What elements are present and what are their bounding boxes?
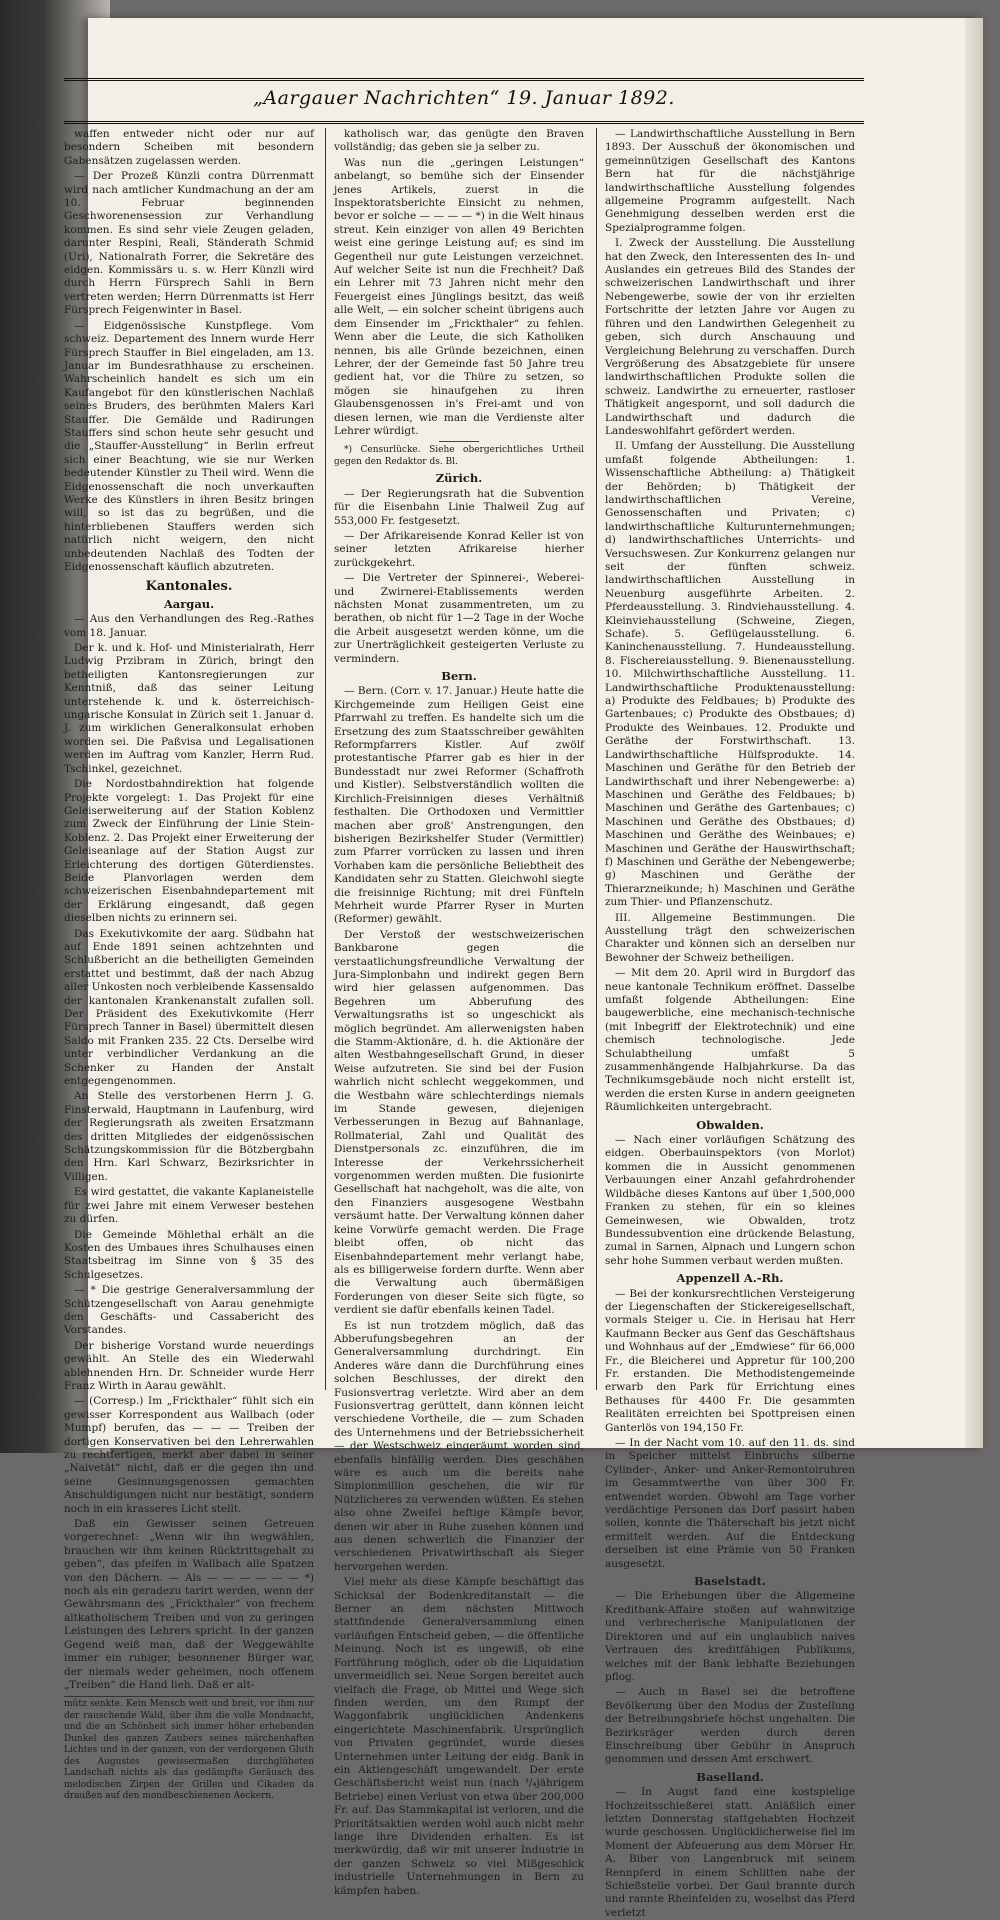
paragraph: Der k. und k. Hof- und Ministerialrath, Herr Ludwig Przibram in Zürich, bringt den betheiligten Kantonsregierungen zur Kenntniß, daß das seiner Leitung unterstehende k. und k. österreichisch-ungarische Konsulat in Zürich seit 1. Januar d. J. zum wirklichen Generalkonsulat erhoben worden sei. Die Paßvisa und Legalisationen werden im Auftrag vom Kanzler, Herrn Rud. Tschinkel, gezeichnet. bbox=[64, 642, 314, 775]
paragraph: III. Allgemeine Bestimmungen. Die Ausstellung trägt den schweizerischen Charakter und können sich an derselben nur Bewohner der Schweiz betheiligen. bbox=[605, 911, 855, 964]
paragraph: Der Verstoß der westschweizerischen Bankbarone gegen die verstaatlichungsfreundliche Verwaltung der Jura-Simplonbahn und indirekt gegen Bern wird hier gelassen aufgenommen. Das Begehren um Abberufung des Verwaltungsraths ist so ungeschickt als möglich begründet. Am allerwenigsten haben die Stamm-Aktionäre, d. h. die Aktionäre der alten Westbahngesellschaft Grund, in dieser Weise aufzutreten. Sie sind bei der Fusion wahrlich nicht schlecht weggekommen, und die Westbahn wäre schlechterdings niemals im Stande gewesen, diejenigen Verbesserungen in Bezug auf Bahnanlage, Rollmaterial, Zahl und Qualität des Dienstpersonals zc. einzuführen, die im Interesse der Verkehrssicherheit vorgenommen werden mußten. Die fusionirte Gesellschaft hat nachgeholt, was die alte, von den Finanziers ausgesogene Westbahn versäumt hatte. Der Verwaltung können daher keine Vorwürfe gemacht werden. Die Frage bleibt offen, ob nicht das Eisenbahndepartement mehr verlangt habe, als es billigerweise fordern durfte. Wenn aber die Verwaltung auch übermäßigen Forderungen von dieser Seite sich fügte, so verdient sie dafür ebenfalls keinen Tadel. bbox=[334, 928, 584, 1317]
subsection-heading: Aargau. bbox=[163, 596, 215, 611]
footnote: *) Censurlücke. Siehe obergerichtliches Urtheil gegen den Redaktor ds. Bl. bbox=[334, 445, 584, 467]
column-rule bbox=[325, 128, 326, 1390]
paragraph: II. Umfang der Ausstellung. Die Ausstellung umfaßt folgende Abtheilungen: 1. Wissenschaftliche Abtheilung: a) Thätigkeit der Behörden; b) Thätigkeit der landwirthschaftlichen Vereine, Genossenschaften und Privaten; c) landwirthschaftliche Kulturunternehmungen; d) landwirthschaftliches Unterrichts- und Versuchswesen. Zur Konkurrenz gelangen nur seit der fünften schweiz. landwirthschaftlichen Ausstellung in Neuenburg ausgeführte Arbeiten. 2. Pferdeausstellung. 3. Rindviehausstellung. 4. Kleinviehausstellung (Schweine, Ziegen, Schafe). 5. Geflügelausstellung. 6. Kaninchenausstellung. 7. Hundeausstellung. 8. Fischereiausstellung. 9. Bienenausstellung. 10. Milchwirthschaftliche Ausstellung. 11. Landwirthschaftliche Produktenausstellung: a) Produkte des Feldbaues; b) Produkte des Gartenbaues; c) Produkte des Obstbaues; d) Produkte des Weinbaues. 12. Produkte und Geräthe der Forstwirthschaft. 13. Landwirthschaftliche Hülfsprodukte. 14. Maschinen und Geräthe für den Betrieb der Landwirthschaft und ihrer Nebengewerbe: a) Maschinen und Geräthe des Feldbaues; b) Maschinen und Geräthe des Gartenbaues; c) Maschinen und Geräthe des Obstbaues; d) Maschinen und Geräthe des Weinbaues; e) Maschinen und Geräthe der Hauswirthschaft; f) Maschinen und Geräthe der Nebengewerbe; g) Maschinen und Geräthe der Thierarzneikunde; h) Maschinen und Geräthe zum Thier- und Pflanzenschutz. bbox=[605, 440, 855, 909]
page-title: „Aargauer Nachrichten“ 19. Januar 1892. bbox=[253, 87, 675, 109]
paragraph: — Landwirthschaftliche Ausstellung in Bern 1893. Der Ausschuß der ökonomischen und gemeinnützigen Gesellschaft des Kantons Bern hat für die nächstjährige landwirthschaftliche Ausstellung folgendes allgemeine Programm aufgestellt. Nach Genehmigung desselben werden erst die Spezialprogramme folgen. bbox=[605, 128, 855, 234]
subsection-heading: Appenzell A.-Rh. bbox=[676, 1271, 784, 1286]
paragraph: — Eidgenössische Kunstpflege. Vom schweiz. Departement des Innern wurde Herr Fürsprech Stauffer in Biel eingeladen, am 13. Januar im Bundesrathhause zu erscheinen. Wahrscheinlich handelt es sich um ein Kaufangebot für den künstlerischen Nachlaß seines Bruders, des berühmten Malers Karl Stauffer. Die Gemälde und Radirungen Stauffers sind schon heute sehr gesucht und die „Stauffer-Ausstellung“ in Berlin erfreut sich einer Beachtung, wie sie nur Werken bedeutender Künstler zu Theil wird. Wenn die Eidgenossenschaft die noch unverkauften Werke des Künstlers in ihren Besitz bringen will, so ist das zu begrüßen, und die hinterbliebenen Stauffers werden sich natürlich nicht weigern, den nicht unbedeutenden Nachlaß des Todten der Eidgenossenschaft käuflich abzutreten. bbox=[64, 319, 314, 573]
column-rule bbox=[596, 128, 597, 1390]
paragraph: — Die Vertreter der Spinnerei-, Weberei- und Zwirnerei-Etablissements werden nächsten Monat zusammentreten, um zu berathen, ob nicht für 1—2 Tage in der Woche die Arbeit ausgesetzt werden könne, um die zur Unerträglichkeit gesteigerten Verluste zu vermindern. bbox=[334, 572, 584, 665]
paragraph: — Der Regierungsrath hat die Subvention für die Eisenbahn Linie Thalweil Zug auf 553,000 Fr. festgesetzt. bbox=[334, 487, 584, 527]
subsection-heading: Baselstadt. bbox=[694, 1574, 766, 1589]
paragraph: Die Nordostbahndirektion hat folgende Projekte vorgelegt: 1. Das Projekt für eine Geleiserweiterung auf der Station Koblenz zum Zweck der Einführung der Linie Stein-Koblenz. 2. Das Projekt einer Erweiterung der Geleiseanlage auf der Station Augst zur Erleichterung des dortigen Güterdienstes. Beide Planvorlagen werden dem schweizerischen Eisenbahndepartement mit der Erklärung eingesandt, daß gegen dieselben nichts zu erinnern sei. bbox=[64, 778, 314, 925]
subsection-heading: Bern. bbox=[441, 669, 477, 684]
separator bbox=[439, 441, 479, 442]
paragraph: Das Exekutivkomite der aarg. Südbahn hat auf Ende 1891 seinen achtzehnten und Schlußbericht an die betheiligten Gemeinden erstattet und bestimmt, daß der nach Abzug aller Unkosten noch verbleibende Kassensaldo der kantonalen Krankenanstalt zufallen soll. Der Präsident des Exekutivkomite (Herr Fürsprech Tanner in Basel) übermittelt diesen Saldo mit Franken 235. 22 Cts. Derselbe wird unter verbindlicher Verdankung an die Schenker zu Handen der Anstalt entgegengenommen. bbox=[64, 927, 314, 1088]
paragraph: — Der Afrikareisende Konrad Keller ist von seiner letzten Afrikareise hierher zurückgekehrt. bbox=[334, 529, 584, 569]
paragraph: — * Die gestrige Generalversammlung der Schützengesellschaft von Aarau genehmigte den Geschäfts- und Cassabericht des Vorstandes. bbox=[64, 1284, 314, 1337]
column-3 bbox=[605, 128, 855, 1919]
paragraph: — Aus den Verhandlungen des Reg.-Rathes vom 18. Januar. bbox=[64, 613, 314, 639]
column-1 bbox=[64, 128, 314, 1802]
paragraph: — Der Prozeß Künzli contra Dürrenmatt wird nach amtlicher Kundmachung an der am 10. Februar beginnenden Geschworenensession zur Verhandlung kommen. Es sind sehr viele Zeugen geladen, darunter Respini, Reali, Ständerath Schmid (Uri), Nationalrath Forrer, die Sekretäre des eidgen. Kommissärs u. s. w. Herr Künzli wird durch Herrn Fürsprech Sahli in Bern vertreten werden; Herrn Dürrenmatts ist Herr Fürsprech Feigenwinter in Basel. bbox=[64, 170, 314, 317]
paragraph: — (Corresp.) Im „Frickthaler“ fühlt sich ein gewisser Korrespondent aus Wallbach (oder Mumpf) berufen, das — — — Treiben der dortigen Konservativen bei den Lehrerwahlen zu rechtfertigen, merkt aber dabei in seiner „Naivetät“ nicht, daß er die gegen ihn und seine Gesinnungsgenossen gemachten Anschuldigungen nicht nur bestätigt, sondern noch in ein krasseres Licht stellt. bbox=[64, 1395, 314, 1515]
paragraph: An Stelle des verstorbenen Herrn J. G. Finsterwald, Hauptmann in Laufenburg, wird der Regierungsrath als zweiten Ersatzmann des dritten Mitgliedes der eidgenössischen Schätzungskommission für die Bötzbergbahn den Hrn. Karl Schwarz, Bezirksrichter in Villigen. bbox=[64, 1090, 314, 1183]
paragraph: — Nach einer vorläufigen Schätzung des eidgen. Oberbauinspektors (von Morlot) kommen die in Aussicht genommenen Verbauungen einer Anzahl gefahrdrohender Wildbäche dieses Kantons auf über 1,500,000 Franken zu stehen, für ein so kleines Gemeinwesen, wie Obwalden, trotz Bundessubvention eine drückende Belastung, zumal in Sarnen, Alpnach und Lungern schon sehr hohe Summen verbaut werden mußten. bbox=[605, 1134, 855, 1267]
paragraph: — Auch in Basel sei die betroffene Bevölkerung über den Modus der Zustellung der Betreibungsbriefe höchst ungehalten. Die Bezirksräger werden durch deren Einschreibung über Gebühr in Anspruch genommen und dessen Amt erschwert. bbox=[605, 1686, 855, 1766]
paragraph: — Die Erhebungen über die Allgemeine Kreditbank-Affaire stoßen auf wahnwitzige und verbrecherische Manipulationen der Direktoren und auf ein unglaublich naives Vertrauen des kreditfähigen Publikums, welches mit der Bank lebhafte Beziehungen pflog. bbox=[605, 1590, 855, 1683]
paragraph: — Bern. (Corr. v. 17. Januar.) Heute hatte die Kirchgemeinde zum Heiligen Geist eine Pfarrwahl zu treffen. Es handelte sich um die Ersetzung des zum Staatsschreiber gewählten Reformpfarrers Kistler. Auf zwölf protestantische Pfarrer gab es hier in der Bundesstadt nur zwei Reformer (Schaffroth und Kistler). Selbstverständlich wollten die Kirchlich-Freisinnigen dieses Verhältniß festhalten. Die Orthodoxen und Vermittler machen aber groß' Anstrengungen, den bisherigen Bezirkshelfer Studer (Vermittler) zum Pfarrer vorrücken zu lassen und ihren Vorhaben kam die persönliche Beliebtheit des Kandidaten sehr zu Statten. Gleichwohl siegte die freisinnige Richtung; mit drei Fünfteln Mehrheit wurde Pfarrer Ryser in Murten (Reformer) gewählt. bbox=[334, 685, 584, 926]
subsection-heading: Zürich. bbox=[435, 471, 483, 486]
subsection-heading: Obwalden. bbox=[696, 1117, 764, 1132]
paragraph: I. Zweck der Ausstellung. Die Ausstellung hat den Zweck, den Interessenten des In- und Auslandes ein getreues Bild des Standes der schweizerischen Landwirthschaft und ihrer Nebengewerbe, sowie der von ihr erzielten Fortschritte der letzten Jahre vor Augen zu führen und den Landwirthen Gelegenheit zu geben, sich durch Anschauung und Vergleichung Belehrung zu verschaffen. Durch Vergrößerung des Absatzgebiete für unsere landwirthschaftlichen Produkte sollen die schweiz. Landwirthe zu erneuerter, rastloser Thätigkeit angespornt, und soll dadurch die Landwirthschaft und dadurch die Landeswohlfahrt gefördert werden. bbox=[605, 237, 855, 437]
paragraph: Viel mehr als diese Kämpfe beschäftigt das Schicksal der Bodenkreditanstalt — die Berner an dem nächsten Mittwoch stattfindende Generalversammlung einen vorläufigen Entscheid geben, — die öffentliche Meinung. Noch ist es ungewiß, ob eine Fortführung möglich, oder ob die Liquidation unvermeidlich sei. Neue Sorgen bereitet auch vielfach die Frage, ob Mittel und Wege sich finden werden, um den Rumpf der Waggonfabrik unglücklichen Andenkens eingerichtete Maschinenfabrik. Ursprünglich von Privaten gegründet, wurde dieses Unternehmen unter Leitung der eidg. Bank in ein Aktiengeschäft umgewandelt. Der erste Geschäftsbericht weist nun (nach ³/₄jährigem Betriebe) einen Verlust von etwa über 200,000 Fr. auf. Das Stammkapital ist verloren, und die Prioritätsaktien werden wohl auch nicht mehr lange ihre Dividenden erhalten. Es ist merkwürdig, daß wir mit unserer Industrie in der ganzen Schweiz so viel Mißgeschick industrielle Unternehmungen in Bern zu kämpfen haben. bbox=[334, 1576, 584, 1897]
paragraph: — Mit dem 20. April wird in Burgdorf das neue kantonale Technikum eröffnet. Dasselbe umfaßt folgende Abtheilungen: Eine baugewerbliche, eine mechanisch-technische (mit Inbegriff der Elektrotechnik) und eine chemisch technologische. Jede Schulabtheilung umfaßt 5 zusammenhängende Halbjahrkurse. Da das Technikumsgebäude noch nicht erstellt ist, werden die ersten Kurse in andern geeigneten Räumlichkeiten untergebracht. bbox=[605, 967, 855, 1114]
paragraph: Was nun die „geringen Leistungen“ anbelangt, so bemühe sich der Einsender jenes Artikels, zuerst in die Inspektoratsberichte Einsicht zu nehmen, bevor er solche — — — — *) in die Welt hinaus streut. Kein einziger von allen 49 Berichten weist eine geringe Leistung auf; es sind im Gegentheil nur gute Leistungen verzeichnet. Auf welcher Seite ist nun die Frechheit? Daß ein Lehrer mit 73 Jahren nicht mehr den Feuergeist eines Jünglings besitzt, das weiß alle Welt, — ein solcher scheint übrigens auch dem Einsender im „Frickthaler“ zu fehlen. Wenn aber die Leute, die sich Katholiken nennen, bis alle Gründe bezeichnen, einen Lehrer, der der Gemeinde fast 50 Jahre treu gedient hat, vor die Thüre zu setzen, so mögen sie hinaufgehen zu ihren Glaubensgenossen in's Frei-amt und von diesen lernen, wie man die Verdienste alter Lehrer würdigt. bbox=[334, 156, 584, 437]
paragraph: — In Augst fand eine kostspielige Hochzeitsschießerei statt. Anläßlich einer letzten Donnerstag stattgehabten Hochzeit wurde geschossen. Unglücklicherweise fiel im Moment der Abfeuerung aus dem Mörser Hr. A. Biber von Langenbruck mit seinem Rennpferd in einem Schlitten nahe der Schießstelle vorbei. Der Gaul brannte durch und rannte Rheinfelden zu, woselbst das Pferd verletzt bbox=[605, 1786, 855, 1919]
column-2 bbox=[334, 128, 584, 1897]
section-heading: Kantonales. bbox=[145, 579, 233, 595]
paragraph: — In der Nacht vom 10. auf den 11. ds. sind in Speicher mittelst Einbruchs silberne Cylinder-, Anker- und Anker-Remontoiruhren im Gesammtwerthe von über 300 Fr. entwendet worden. Obwohl am Tage vorher verdächtige Personen das Dorf passirt haben sollen, konnte die Thäterschaft bis jetzt nicht ermittelt werden. Auf die Entdeckung derselben ist eine Prämie von 50 Franken ausgesetzt. bbox=[605, 1437, 855, 1570]
paragraph: Es ist nun trotzdem möglich, daß das Abberufungsbegehren an der Generalversammlung durchdringt. Ein Anderes wäre dann die Durchführung eines solchen Beschlusses, der direkt den Fusionsvertrag verletzte. Wird aber an dem Fusionsvertrag gerüttelt, dann können leicht verschiedene Vortheile, die — zum Schaden des Unternehmens und der Betriebssicherheit — der Westschweiz eingeräumt worden sind, ebenfalls hinfällig werden. Dies geschähen wäre es auch um die bereits nahe Simplonmillion geschehen, die wir für Nützlicheres zu verwenden wüßten. Es stehen also ohne Zweifel heftige Kämpfe bevor, denen wir aber in Ruhe zusehen können und aus denen schwerlich die Finanzier der verschiedenen Privatwirthschaft als Sieger hervorgehen werden. bbox=[334, 1319, 584, 1573]
paragraph: — Bei der konkursrechtlichen Versteigerung der Liegenschaften der Stickereigesellschaft, vormals Steiger u. Cie. in Herisau hat Herr Kaufmann Becker aus Genf das Geschäftshaus und Wohnhaus auf der „Emdwiese“ für 66,000 Fr., die Bleicherei und Appretur für 100,200 Fr. erstanden. Die Methodistengemeinde erwarb den Park für Errichtung eines Bethauses für 4400 Fr. Die gesammten Realitäten erreichten bei Spottpreisen einen Ganterlös von 194,150 Fr. bbox=[605, 1287, 855, 1434]
paragraph: waffen entweder nicht oder nur auf besondern Scheiben mit besondern Gabensätzen zugelassen werden. bbox=[64, 128, 314, 167]
paragraph: Daß ein Gewisser seinen Getreuen vorgerechnet: „Wenn wir ihn wegwählen, brauchen wir ihm keinen Rücktrittsgehalt zu geben“, das pfeifen in Wallbach alle Spatzen von den Dächern. — Als — — — — — — *) noch als ein geradezu tarirt werden, wenn der Gewährsmann des „Frickthaler“ von frechem altkatholischem Treiben und von zu geringen Leistungen des Lehrers spricht. In der ganzen Gegend weiß man, daß der Weggewählte immer ein ruhiger, besonnener Bürger war, der niemals weder geheimen, noch offenem „Treiben“ die Hand lieh. Daß er alt- bbox=[64, 1518, 314, 1691]
feuilleton-footer: mütz senkte. Kein Mensch weit und breit, vor ihm nur der rauschende Wald, über ihm die volle Mondnacht, und die an Schönheit sich immer höher erhebenden Dunkel des ganzen Zaubers seines märchenhaften Lichtes und in der ganzen, von der verdorgenen Gluth des Augustes gewissermaßen durchglüheten Landschaft nichts als das gedämpfte Geräusch des melodischen Zirpen der Grillen und Cikaden da draußen auf den mondbeschienenen Aeckern. bbox=[64, 1696, 314, 1803]
subsection-heading: Baselland. bbox=[696, 1769, 764, 1784]
page-edge bbox=[965, 18, 983, 1448]
paragraph: katholisch war, das genügte den Braven vollständig; das geben sie ja selber zu. bbox=[334, 128, 584, 154]
masthead bbox=[64, 78, 864, 124]
paragraph: Es wird gestattet, die vakante Kaplaneistelle für zwei Jahre mit einem Verweser bestehen zu dürfen. bbox=[64, 1186, 314, 1226]
paragraph: Die Gemeinde Möhlethal erhält an die Kosten des Umbaues ihres Schulhauses einen Staatsbeitrag im Sinne von § 35 des Schulgesetzes. bbox=[64, 1228, 314, 1281]
paragraph: Der bisherige Vorstand wurde neuerdings gewählt. An Stelle des ein Wiederwahl ablehnenden Hrn. Dr. Schneider wurde Herr Franz Wirth in Aarau gewählt. bbox=[64, 1339, 314, 1392]
